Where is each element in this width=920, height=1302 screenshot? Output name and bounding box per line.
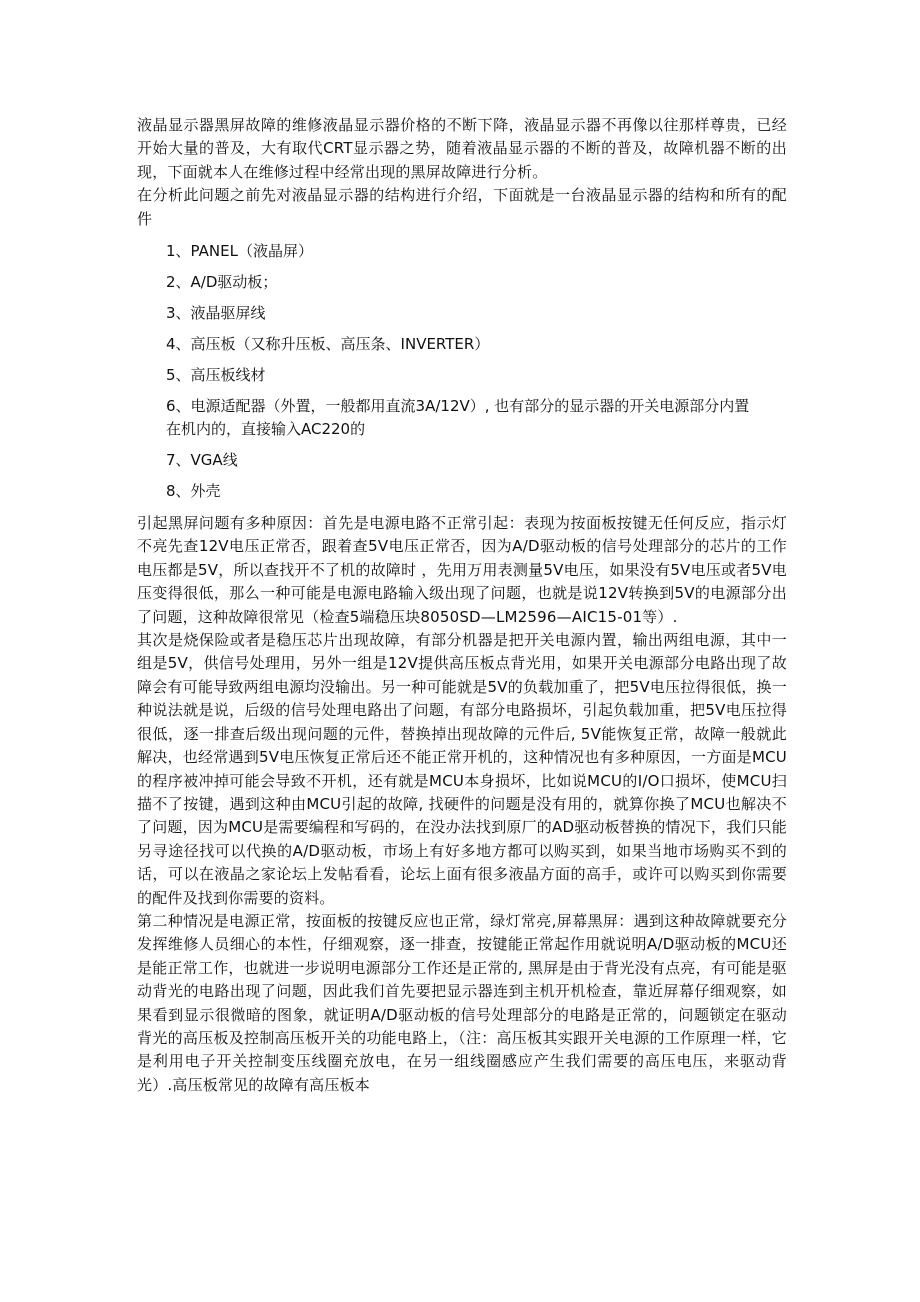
power-fault-paragraph: 引起黑屏问题有多种原因：首先是电源电路不正常引起：表现为按面板按键无任何反应，指示灯不亮先查12V电压正常否，跟着查5V电压正常否，因为A/D驱动板的信号处理部分的芯片的工作电压都是5V，所以查找开不了机的故障时 ，先用万用表测量5V电压，如果没有5V电压或者5V电压变得很低，那么一种可能是电源电路输入级出现了问题，也就是说12V转换到5V的电源部分出了问题，这种故障很常见（检查5端稳压块8050SD—LM2596—AIC15-01等）. [137, 514, 787, 626]
list-item [137, 298, 787, 329]
list-item [137, 391, 787, 445]
list-item-text: 高压板（又称升压板、高压条、INVERTER） [190, 335, 490, 354]
document-body [137, 114, 787, 1097]
list-number: 4、 [166, 335, 191, 354]
list-item-text: VGA线 [190, 451, 238, 470]
list-item [137, 476, 787, 507]
list-number: 5、 [166, 366, 191, 385]
list-number: 3、 [166, 304, 191, 323]
list-number: 7、 [166, 451, 191, 470]
fuse-fault-paragraph: 其次是烧保险或者是稳压芯片出现故障，有部分机器是把开关电源内置，输出两组电源，其中一组是5V，供信号处理用，另外一组是12V提供高压板点背光用，如果开关电源部分电路出现了故障会有可能导致两组电源均没输出。另一种可能就是5V的负载加重了，把5V电压拉得很低，换一种说法就是说，后级的信号处理电路出了问题，有部分电路损坏，引起负载加重，把5V电压拉得很低，逐一排查后级出现问题的元件，替换掉出现故障的元件后, 5V能恢复正常，故障一般就此解决，也经常遇到5V电压恢复正常后还不能正常开机的，这种情况也有多种原因，一方面是MCU的程序被冲掉可能会导致不开机，还有就是MCU本身损坏，比如说MCU的I/O口损坏，使MCU扫描不了按键，遇到这种由MCU引起的故障, 找硬件的问题是没有用的，就算你换了MCU也解决不了问题，因为MCU是需要编程和写码的，在没办法找到原厂的AD驱动板替换的情况下，我们只能另寻途径找可以代换的A/D驱动板，市场上有好多地方都可以购买到，如果当地市场购买不到的话，可以在液晶之家论坛上发帖看看，论坛上面有很多液晶方面的高手，或许可以购买到你需要的配件及找到你需要的资料。 [137, 631, 788, 907]
backlight-fault-paragraph: 第二种情况是电源正常，按面板的按键反应也正常，绿灯常亮,屏幕黑屏：遇到这种故障就要充分发挥维修人员细心的本性，仔细观察，逐一排查，按键能正常起作用就说明A/D驱动板的MCU还是能正常工作，也就进一步说明电源部分工作还是正常的, 黑屏是由于背光没有点亮，有可能是驱动背光的电路出现了问题，因此我们首先要把显示器连到主机开机检查，靠近屏幕仔细观察，如果看到显示很微暗的图象，就证明A/D驱动板的信号处理部分的电路是正常的，问题锁定在驱动背光的高压板及控制高压板开关的功能电路上，（注：高压板其实跟开关电源的工作原理一样，它是利用电子开关控制变压线圈充放电，在另一组线圈感应产生我们需要的高压电压，来驱动背光）.高压板常见的故障有高压板本 [137, 911, 787, 1094]
list-item [137, 360, 787, 391]
list-item-text: 外壳 [190, 482, 221, 501]
list-item-text: 电源适配器（外置，一般都用直流3A/12V）, 也有部分的显示器的开关电源部分内置在机内的，直接输入AC220的 [166, 397, 750, 439]
list-number: 1、 [166, 242, 191, 261]
list-number: 2、 [166, 273, 191, 292]
list-item [137, 329, 787, 360]
list-item [137, 267, 787, 298]
list-item [137, 236, 787, 267]
structure-intro-paragraph: 在分析此问题之前先对液晶显示器的结构进行介绍，下面就是一台液晶显示器的结构和所有的配件 [137, 186, 787, 228]
list-number: 8、 [166, 482, 191, 501]
list-item-text: PANEL（液晶屏） [190, 242, 313, 261]
list-item-text: 液晶驱屏线 [190, 304, 266, 323]
list-item-text: A/D驱动板； [190, 273, 278, 292]
list-item-text: 高压板线材 [190, 366, 266, 385]
parts-list [137, 231, 787, 512]
list-item [137, 445, 787, 476]
list-number: 6、 [166, 397, 191, 416]
intro-paragraph: 液晶显示器黑屏故障的维修液晶显示器价格的不断下降，液晶显示器不再像以往那样尊贵，已经开始大量的普及，大有取代CRT显示器之势，随着液晶显示器的不断的普及，故障机器不断的出现，下面就本人在维修过程中经常出现的黑屏故障进行分析。 [137, 116, 787, 181]
